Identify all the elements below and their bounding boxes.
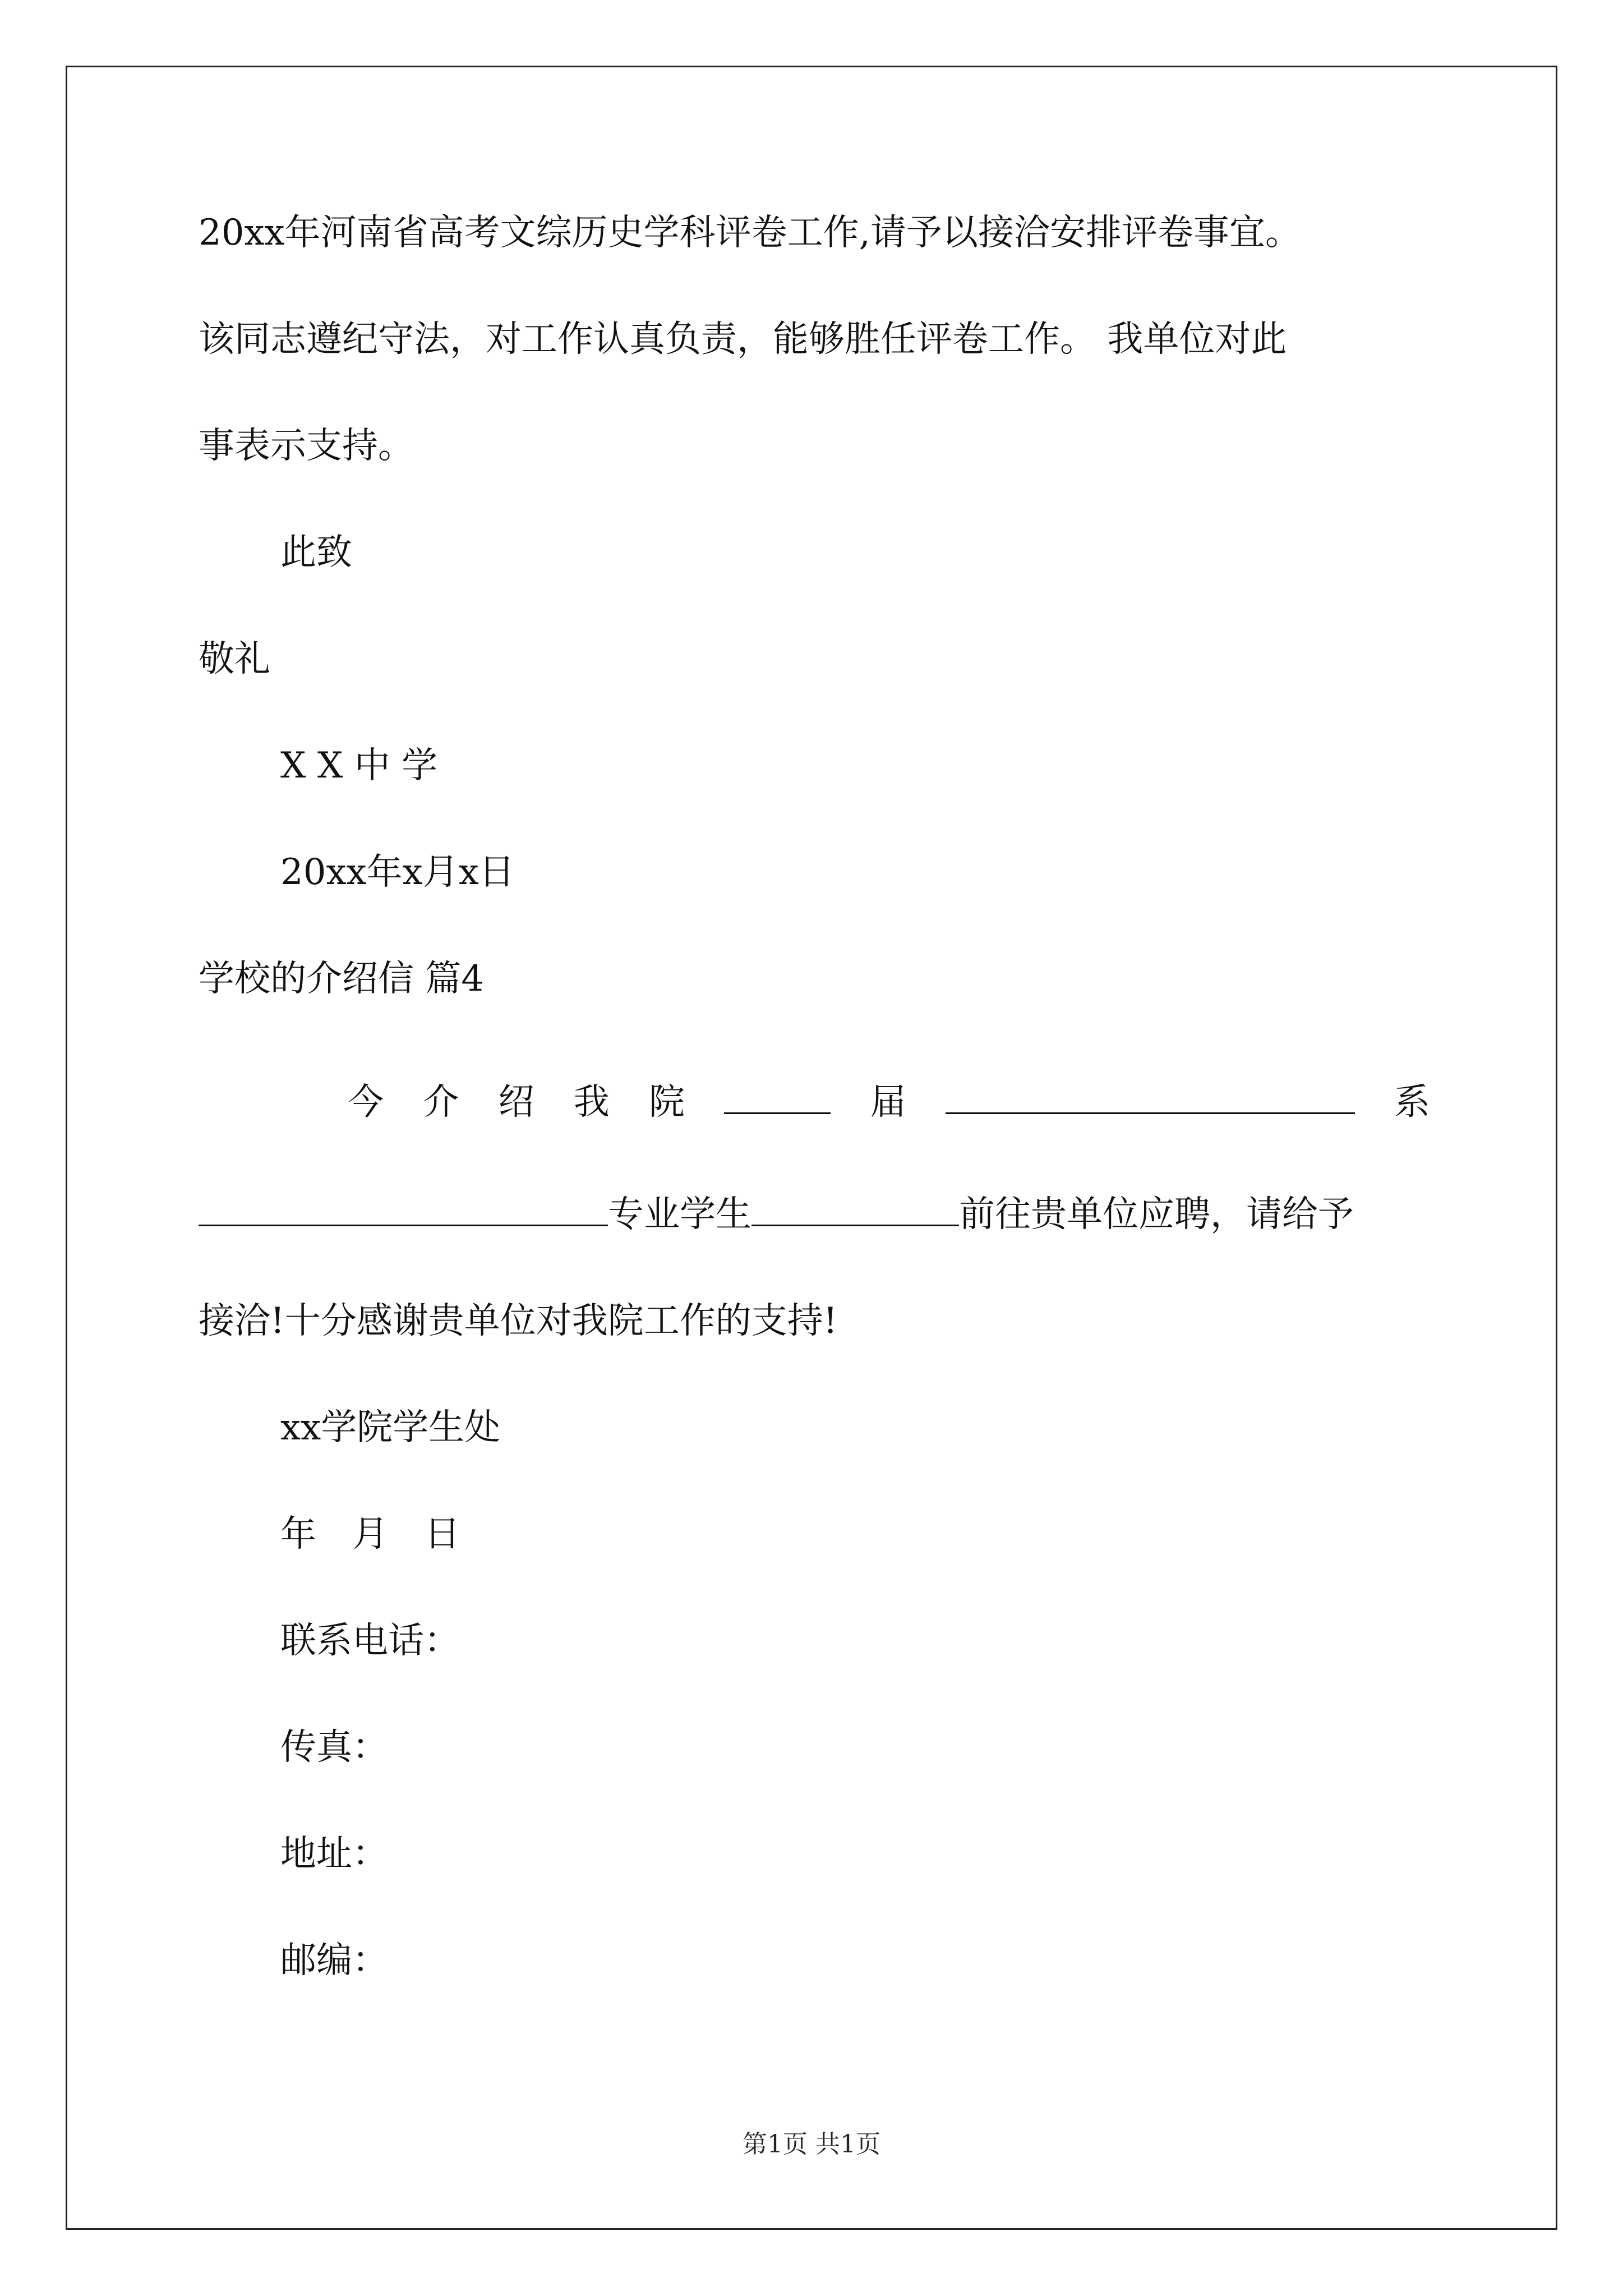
intro-line-1 xyxy=(348,1080,1430,1125)
intro-word: 介 xyxy=(423,1082,459,1123)
letter-line-1: 20xx年河南省高考文综历史学科评卷工作,请予以接洽安排评卷事宜。 xyxy=(199,212,1301,254)
page-footer: 第1页 共1页 xyxy=(743,2130,880,2159)
fax-label: 传真： xyxy=(280,1727,388,1768)
intro-word: 绍 xyxy=(498,1082,534,1123)
intro-word: 今 xyxy=(348,1082,384,1123)
major-label: 专业学生 xyxy=(608,1194,751,1235)
intro-line-2 xyxy=(199,1192,1432,1237)
intro-line-3: 接洽!十分感谢贵单位对我院工作的支持! xyxy=(199,1300,838,1342)
department-blank xyxy=(946,1080,1355,1114)
signer: X X 中 学 xyxy=(280,745,438,786)
regards: 敬礼 xyxy=(199,638,270,680)
travel-text: 前往贵单位应聘，请给予 xyxy=(959,1194,1354,1235)
intro-word: 系 xyxy=(1394,1082,1430,1123)
intro-word: 院 xyxy=(649,1082,685,1123)
section-heading: 学校的介绍信 篇4 xyxy=(199,958,485,1000)
intro-word: 届 xyxy=(870,1082,906,1123)
address-label: 地址： xyxy=(280,1833,388,1875)
phone-label: 联系电话： xyxy=(280,1620,460,1662)
major-blank xyxy=(199,1192,608,1226)
intro-word: 我 xyxy=(573,1082,610,1123)
letter-line-3: 事表示支持。 xyxy=(199,425,414,467)
letter-line-2: 该同志遵纪守法，对工作认真负责，能够胜任评卷工作。 我单位对此 xyxy=(199,319,1287,360)
page-border xyxy=(66,66,1557,2230)
student-name-blank xyxy=(751,1192,959,1226)
letter-date: 20xx年x月x日 xyxy=(280,852,515,893)
date-placeholder: 年 月 日 xyxy=(280,1513,473,1555)
salutation: 此致 xyxy=(280,532,352,573)
issuer: xx学院学生处 xyxy=(280,1407,501,1448)
postcode-label: 邮编： xyxy=(280,1940,388,1981)
year-blank xyxy=(724,1080,831,1114)
